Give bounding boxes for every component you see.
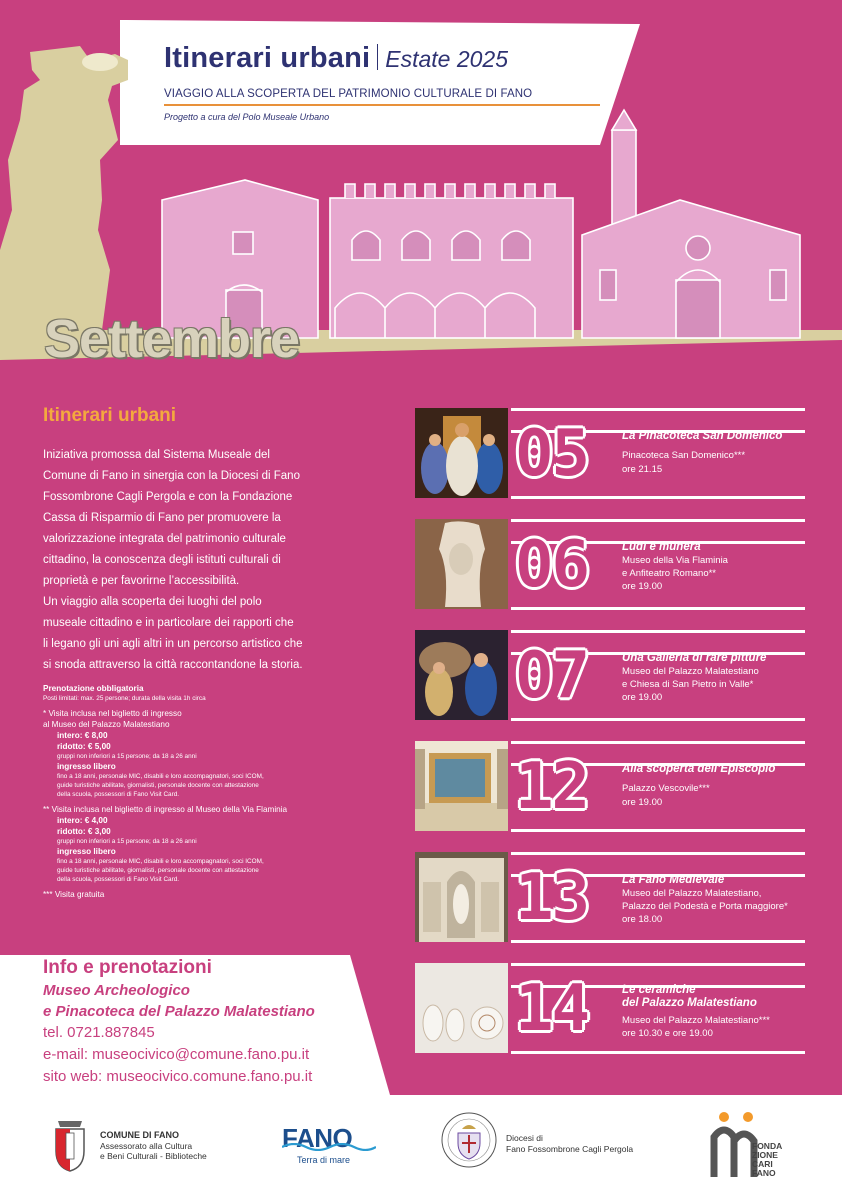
free-detail: guide turistiche abilitate, giornalisti, personale docente con attestazione <box>57 867 259 874</box>
diocese-seal-icon <box>440 1111 498 1169</box>
free-detail: guide turistiche abilitate, giornalisti, personale docente con attestazione <box>57 782 259 789</box>
diocese-name: Fano Fossombrone Cagli Pergola <box>506 1144 634 1154</box>
ticket-notes <box>43 683 378 900</box>
event-day: 05 <box>515 417 589 491</box>
booking-required: Prenotazione obbligatoria <box>43 684 144 693</box>
event-place: e Chiesa di San Pietro in Valle* <box>622 679 754 690</box>
fano-logo: FANO <box>282 1123 353 1153</box>
free-detail: della scuola, possessori di Fano Visit Card. <box>57 791 180 798</box>
intro-line: Un viaggio alla scoperta dei luoghi del polo <box>43 596 262 608</box>
info-phone[interactable]: tel. 0721.887845 <box>43 1024 155 1041</box>
project-credit: Progetto a cura del Polo Museale Urbano <box>164 112 330 122</box>
footer-logos <box>0 1095 842 1191</box>
event-time: ore 21.15 <box>622 464 663 475</box>
free-detail: fino a 18 anni, personale MIC, disabili e loro accompagnatori, soci ICOM, <box>57 773 264 780</box>
page-title: Itinerari urbani <box>164 42 371 74</box>
fondazione-word: FANO <box>752 1168 776 1178</box>
event-time: ore 18.00 <box>622 914 663 925</box>
event-title: del Palazzo Malatestiano <box>622 997 757 1009</box>
note-triple-star: *** Visita gratuita <box>43 890 105 899</box>
event-time: ore 10.30 e ore 19.00 <box>622 1028 713 1039</box>
event-title: La Fano Medievale <box>622 874 725 886</box>
event-photo <box>415 519 508 609</box>
free-entry: ingresso libero <box>57 847 116 856</box>
page-subtitle: VIAGGIO ALLA SCOPERTA DEL PATRIMONIO CULTURALE DI FANO <box>164 88 533 100</box>
price-full: intero: € 8,00 <box>57 731 108 740</box>
event-place: Palazzo del Podestà e Porta maggiore* <box>622 901 788 912</box>
event-place: Museo del Palazzo Malatestiano*** <box>622 1015 770 1026</box>
comune-dept: e Beni Culturali - Biblioteche <box>100 1151 207 1161</box>
event-photo <box>415 630 508 720</box>
comune-crest-icon <box>52 1115 88 1175</box>
event-day: 14 <box>515 972 589 1046</box>
intro-line: Iniziativa promossa dal Sistema Museale del <box>43 449 270 461</box>
info-website[interactable]: sito web: museocivico.comune.fano.pu.it <box>43 1068 313 1085</box>
intro-line: cittadino, la conoscenza degli istituti culturali di <box>43 554 281 566</box>
title-block <box>164 42 604 75</box>
event-photo <box>415 741 508 831</box>
fondazione-word: FONDA <box>752 1141 783 1151</box>
note-double-star: ** Visita inclusa nel biglietto di ingresso al Museo della Via Flaminia <box>43 805 288 814</box>
diocese-label: Diocesi di <box>506 1133 543 1143</box>
event-time: ore 19.00 <box>622 692 663 703</box>
event-title: Le ceramiche <box>622 984 696 996</box>
fano-tagline: Terra di mare <box>297 1155 351 1165</box>
event-card[interactable] <box>415 963 805 1055</box>
free-detail: della scuola, possessori di Fano Visit Card. <box>57 876 180 883</box>
intro-line: Fossombrone Cagli Pergola e con la Fondazione <box>43 491 293 503</box>
price-reduced: ridotto: € 5,00 <box>57 742 111 751</box>
event-card[interactable] <box>415 741 805 833</box>
museum-name: e Pinacoteca del Palazzo Malatestiano <box>43 1003 315 1020</box>
reduced-detail: gruppi non inferiori a 15 persone; da 18 a 26 anni <box>57 838 197 845</box>
title-rule <box>164 104 600 106</box>
price-reduced: ridotto: € 3,00 <box>57 827 111 836</box>
info-email[interactable]: e-mail: museocivico@comune.fano.pu.it <box>43 1046 310 1063</box>
event-title: Alla scoperta dell’Episcopio <box>622 763 776 775</box>
event-time: ore 19.00 <box>622 797 663 808</box>
event-place: Pinacoteca San Domenico*** <box>622 450 746 461</box>
intro-text <box>43 445 363 676</box>
event-place: Museo della Via Flaminia <box>622 555 728 566</box>
intro-line: li legano gli uni agli altri in un percorso artistico che <box>43 638 303 650</box>
info-museum <box>43 980 315 1022</box>
free-entry: ingresso libero <box>57 762 116 771</box>
intro-line: proprietà e per favorirne l’accessibilità. <box>43 575 240 587</box>
museum-name: Museo Archeologico <box>43 982 190 999</box>
comune-dept: Assessorato alla Cultura <box>100 1141 193 1151</box>
fondazione-word: CARI <box>752 1159 773 1169</box>
event-card[interactable] <box>415 519 805 611</box>
intro-line: valorizzazione integrata del patrimonio culturale <box>43 533 286 545</box>
intro-line: si snoda attraverso la città raccontandone la storia. <box>43 659 303 671</box>
note-single-star: * Visita inclusa nel biglietto di ingresso <box>43 709 182 718</box>
event-title: La Pinacoteca San Domenico <box>622 430 783 442</box>
note-single-star-b: al Museo del Palazzo Malatestiano <box>43 720 170 729</box>
event-place: Museo del Palazzo Malatestiano <box>622 666 759 677</box>
wave-icon <box>282 1143 376 1151</box>
event-place: Museo del Palazzo Malatestiano, <box>622 888 762 899</box>
comune-name: COMUNE DI FANO <box>100 1130 180 1140</box>
reduced-detail: gruppi non inferiori a 15 persone; da 18 a 26 anni <box>57 753 197 760</box>
event-card[interactable] <box>415 852 805 944</box>
title-divider <box>377 44 378 70</box>
edition-label: Estate 2025 <box>385 46 509 72</box>
info-title: Info e prenotazioni <box>43 957 212 978</box>
free-detail: fino a 18 anni, personale MIC, disabili e loro accompagnatori, soci ICOM, <box>57 858 264 865</box>
intro-title: Itinerari urbani <box>43 405 177 426</box>
booking-detail: Posti limitati: max. 25 persone; durata della visita 1h circa <box>43 695 206 702</box>
event-day: 13 <box>515 861 589 935</box>
event-place: Palazzo Vescovile*** <box>622 783 710 794</box>
event-card[interactable] <box>415 408 805 500</box>
intro-line: museale cittadino e in particolare dei rapporti che <box>43 617 294 629</box>
month-heading: Settembre <box>44 309 300 369</box>
event-card[interactable] <box>415 630 805 722</box>
fondazione-word: ZIONE <box>752 1150 778 1160</box>
event-time: ore 19.00 <box>622 581 663 592</box>
event-photo <box>415 408 508 498</box>
event-day: 07 <box>515 639 589 713</box>
event-title: Ludi e munera <box>622 541 701 553</box>
event-photo <box>415 963 508 1053</box>
fondazione-name <box>752 1142 782 1178</box>
event-place: e Anfiteatro Romano** <box>622 568 717 579</box>
intro-line: Cassa di Risparmio di Fano per promuovere la <box>43 512 281 524</box>
price-full: intero: € 4,00 <box>57 816 108 825</box>
event-title: Una Galleria di rare pitture <box>622 652 767 664</box>
event-day: 06 <box>515 528 589 602</box>
intro-line: Comune di Fano in sinergia con la Diocesi di Fano <box>43 470 300 482</box>
event-photo <box>415 852 508 942</box>
event-day: 12 <box>515 750 589 824</box>
